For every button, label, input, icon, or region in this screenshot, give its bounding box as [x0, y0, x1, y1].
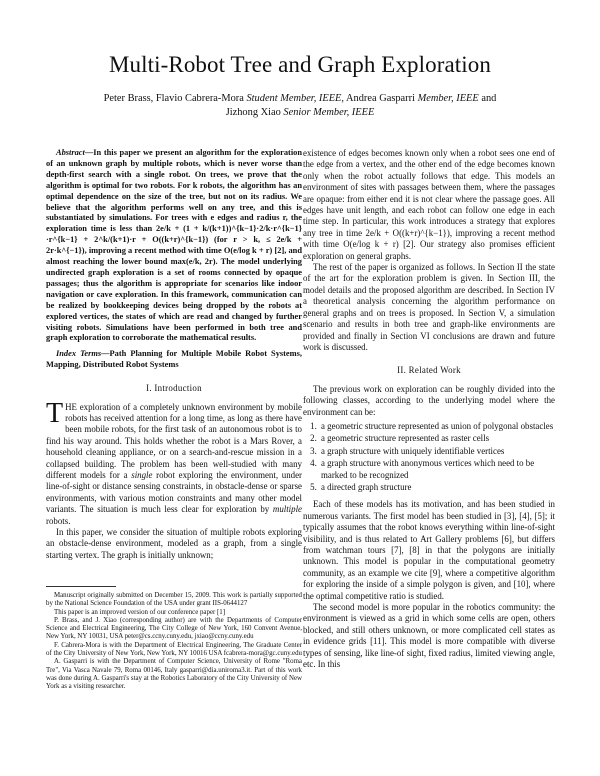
index-terms-label: Index Terms: [56, 349, 102, 359]
author-line1-end: and: [478, 93, 497, 104]
list-item: 3. a graph structure with uniquely identifiable vertices: [319, 446, 555, 457]
footnote-rule: [46, 586, 116, 587]
related-work-intro: The previous work on exploration can be roughly divided into the following classes, according to the underlying model where the environment can be:: [303, 383, 555, 417]
author-line1-mid: , Andrea Gasparri: [341, 93, 418, 104]
author-role-2: Member, IEEE: [417, 93, 479, 104]
related-work-paragraph-1: Each of these models has its motivation, and has been studied in numerous variants. The first model has been studied in [3], [4], [5]; it typically assumes that the robot knows everything within line-of-sight visibility, and is thus related to Art Gallery problems [6], but differs from watchman tours [7], [8] in that the polygons are initially unknown. This model is popular in the computational geometry community, as an example we cite [9], where a competitive algorithm for exploring the inside of a simple polygon is given, and [10], where the optimal competitive ratio is studied.: [303, 499, 555, 601]
list-item: 4. a graph structure with anonymous vertices which need to be marked to be recognized: [319, 458, 555, 481]
footnote-gasparri: A. Gasparri is with the Department of Computer Science, University of Rome "Roma Tre", Via Vasca Navale 79, Roma 00146, Italy gasparri@dia.uniroma3.it. Part of this work was done during A. Gasparri's stay at the Robotics Laboratory of the City University of New York as a visiting researcher.: [46, 658, 302, 691]
intro-paragraph-1: [46, 397, 302, 527]
list-item: 5. a directed graph structure: [319, 482, 555, 493]
author-role-3: Senior Member, IEEE: [283, 107, 375, 118]
footnote-manuscript: Manuscript originally submitted on December 15, 2009. This work is partially supported by the National Science Foundation of the USA under grant IIS-0644127: [46, 592, 302, 608]
drop-cap: T: [46, 397, 64, 429]
author-role-1: Student Member, IEEE: [246, 93, 342, 104]
author-list: [80, 92, 520, 120]
intro-p1-em-multiple: multiple: [272, 504, 302, 515]
intro-p1-end: robots.: [46, 515, 71, 526]
right-column: [303, 148, 555, 670]
intro-paragraph-2: In this paper, we consider the situation of multiple robots exploring an obstacle-dense environment, modeled as a graph, from a single starting vertex. The graph is initially unknown;: [46, 527, 302, 560]
footnotes: [46, 592, 302, 692]
index-terms: [46, 349, 302, 371]
footnote-cabrera-mora: F. Cabrera-Mora is with the Department of Electrical Engineering, The Graduate Center of the City University of New York, New York, NY 10016 USA fcabrera-mora@gc.cuny.edu: [46, 641, 302, 658]
section-heading-introduction: I. Introduction: [146, 383, 202, 394]
footnote-conference: This paper is an improved version of our conference paper [1]: [54, 608, 226, 616]
author-line1-names: Peter Brass, Flavio Cabrera-Mora: [103, 93, 247, 104]
footnote-brass-xiao: P. Brass, and J. Xiao (corresponding author) are with the Departments of Computer Science and Electrical Engineering, The City College of New York, 160 Convent Avenue, New York, NY 10031, USA peter@cs.ccny.cuny.edu, jxiao@ccny.cuny.edu: [46, 616, 302, 641]
abstract-text: —In this paper we present an algorithm for the exploration of an unknown graph by multiple robots, which is never worse than depth-first search with a single robot. On trees, we prove that the algorithm is optimal for two robots. For k robots, the algorithm has an optimal dependence on the size of the tree, but not on its radius. We believe that the algorithm performs well on any tree, and this is substantiated by simulations. For trees with e edges and radius r, the exploration time is less than 2e/k + (1 + k/(k+1))^{k−1}·2/k·r^{k−1}·r^{k−1} + 2^k/(k+1)·r + O((k+r)^{k−1}) (for r > k, ≤ 2e/k + 2r·k^{−1}), improving a recent method with time O(e/log k + r) [2], and almost reaching the lower bound max(e/k, 2r). The model underlying undirected graph exploration is a set of rooms connected by opaque passages; thus the algorithm is appropriate for scenarios like indoor navigation or cave exploration. In this framework, communication can be realized by bookkeeping devices being dropped by the robots at explored vertices, the states of which are read and changed by further visiting robots. Simulations have been performed in both tree and graph exploration to corroborate the mathematical results.: [46, 148, 302, 343]
index-terms-text: —Path Planning for Multiple Mobile Robot Systems, Mapping, Distributed Robot Systems: [46, 349, 302, 370]
model-class-list: [303, 421, 555, 493]
intro-p1-lead: HE exploration of a completely unknown environment by mobile robots has received attention for a long time, as long as there have been mobile robots, for the first task of an autonomous robot is to find his way around. This holds whether the robot is a Mars Rover, a household cleaning appliance, or on a search-and-rescue mission in a collapsed building. The problem has been well-studied with many different models for a: [46, 401, 302, 480]
left-column: [46, 148, 302, 561]
intro-p1-mid: robot exploring the environment, under line-of-sight or distance sensing constraints, in obstacle-dense or sparse environments, with various motion constraints and many other model variants. The situation is much less clear for exploration by: [46, 469, 302, 515]
abstract: [46, 148, 302, 344]
list-item: 2. a geometric structure represented as raster cells: [319, 433, 555, 444]
paper-title: Multi-Robot Tree and Graph Exploration: [109, 52, 491, 77]
author-line2-name: Jizhong Xiao: [225, 107, 284, 118]
intro-p1-em-single: single: [131, 469, 153, 480]
related-work-paragraph-2: The second model is more popular in the robotics community: the environment is viewed as a grid in which some cells are open, others blocked, and still others unknown, or more complicated cell states as in evidence grids [11]. This model is more compatible with diverse types of sensing, like line-of sight, fixed radius, limited viewing angle, etc. In this: [303, 602, 555, 670]
right-paragraph-2: The rest of the paper is organized as follows. In Section II the state of the art for the exploration problem is given. In Section III, the model details and the proposed algorithm are described. In Section IV a theoretical analysis concerning the algorithm performance on general graphs and on trees is proposed. In Section V, a simulation scenario and results in both tree and graph-like environments are provided and finally in Section VI conclusions are drawn and future work is discussed.: [303, 262, 555, 352]
right-paragraph-1: existence of edges becomes known only when a robot sees one end of the edge from a vertex, and the other end of the edge becomes known only when the robot actually follows that edge. This models an environment of sites with passages between them, where the passages are opaque: from either end it is not clear where the passage goes. All edges have unit length, and each robot can follow one edge in each time step. In particular, this work introduces a strategy that explores any tree in time 2e/k + O((k+r)^{k−1}), improving a recent method with time O(e/log k + r) [2]. Our strategy also promises efficient exploration on general graphs.: [303, 148, 555, 261]
abstract-label: Abstract: [56, 148, 85, 157]
list-item: 1. a geometric structure represented as union of polygonal obstacles: [319, 421, 555, 432]
section-heading-related-work: II. Related Work: [397, 365, 461, 376]
